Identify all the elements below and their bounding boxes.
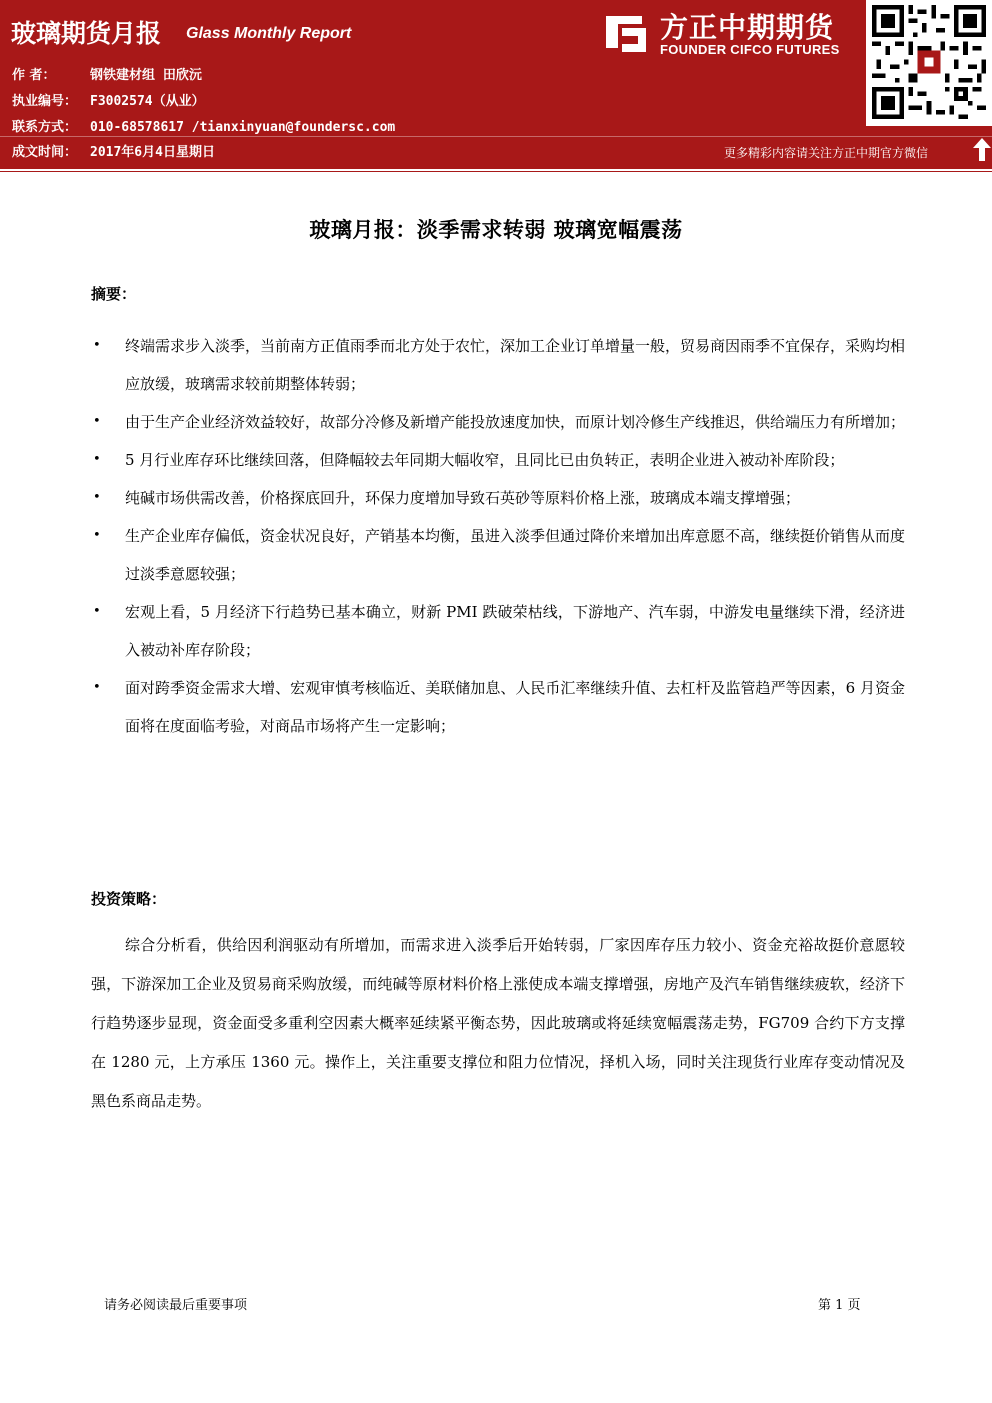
- list-item: [93, 441, 905, 479]
- date-value: 2017年6月4日星期日: [90, 145, 215, 160]
- report-series-title-en: Glass Monthly Report: [186, 25, 352, 42]
- bullet-icon: •: [93, 490, 101, 505]
- report-series-title: 玻璃期货月报: [11, 19, 162, 48]
- bullet-icon: •: [93, 452, 101, 467]
- author-row: [12, 64, 202, 83]
- license-label: 执业编号：: [12, 94, 78, 109]
- list-item: [93, 593, 905, 669]
- strategy-heading: 投资策略：: [91, 890, 167, 908]
- summary-list: [93, 327, 905, 745]
- bullet-text: 面对跨季资金需求大增、宏观审慎考核临近、美联储加息、人民币汇率继续升值、去杠杆及监管趋严等因素，6 月资金面将在度面临考验，对商品市场将产生一定影响；: [125, 679, 905, 735]
- header-rule-thin: [0, 171, 992, 172]
- author-label: 作 者：: [12, 68, 56, 83]
- date-row: [12, 141, 215, 160]
- contact-value[interactable]: 010-68578617 /tianxinyuan@foundersc.com: [90, 120, 396, 135]
- bullet-text: 生产企业库存偏低，资金状况良好，产销基本均衡，虽进入淡季但通过降价来增加出库意愿不高，继续挺价销售从而度过淡季意愿较强；: [125, 527, 906, 583]
- author-value: 钢铁建材组 田欣沅: [90, 68, 202, 83]
- company-name-cn: 方正中期期货: [660, 11, 835, 44]
- license-value: F3002574（从业）: [90, 94, 205, 109]
- wechat-follow-note: 更多精彩内容请关注方正中期官方微信: [724, 146, 929, 160]
- bullet-text: 5 月行业库存环比继续回落，但降幅较去年同期大幅收窄，且同比已由负转正，表明企业进入被动补库阶段；: [125, 451, 845, 469]
- bullet-text: 终端需求步入淡季，当前南方正值雨季而北方处于农忙，深加工企业订单增量一般，贸易商因雨季不宜保存，采购均相应放缓，玻璃需求较前期整体转弱；: [125, 337, 906, 393]
- header-rule: [0, 166, 992, 169]
- header-divider: [0, 136, 992, 137]
- bullet-icon: •: [93, 414, 101, 429]
- summary-heading: 摘要：: [91, 285, 137, 303]
- list-item: [93, 327, 905, 403]
- bullet-icon: •: [93, 680, 101, 695]
- license-row: [12, 90, 205, 109]
- bullet-text: 纯碱市场供需改善，价格探底回升，环保力度增加导致石英砂等原料价格上涨，玻璃成本端支撑增强；: [125, 489, 801, 507]
- list-item: [93, 517, 905, 593]
- qr-code-icon: [872, 4, 986, 120]
- bullet-icon: •: [93, 528, 101, 543]
- page-number: 第 1 页: [818, 1298, 861, 1313]
- strategy-paragraph: 综合分析看，供给因利润驱动有所增加，而需求进入淡季后开始转弱，厂家因库存压力较小、资金充裕故挺价意愿较强，下游深加工企业及贸易商采购放缓，而纯碱等原材料价格上涨使成本端支撑增强，房地产及汽车销售继续疲软，经济下行趋势逐步显现，资金面受多重利空因素大概率延续紧平衡态势，因此玻璃或将延续宽幅震荡走势，FG709 合约下方支撑在 1280 元，上方承压 1360 元。操作上，关注重要支撑位和阻力位情况，择机入场，同时关注现货行业库存变动情况及黑色系商品走势。: [91, 936, 905, 1110]
- footer-disclaimer-note: 请务必阅读最后重要事项: [104, 1298, 248, 1313]
- bullet-icon: •: [93, 338, 101, 353]
- list-item: [93, 669, 905, 745]
- contact-label: 联系方式：: [12, 120, 78, 135]
- company-logo-icon: [604, 10, 648, 54]
- arrow-up-icon: [972, 136, 992, 162]
- wechat-qr-code[interactable]: [866, 0, 992, 126]
- bullet-icon: •: [93, 604, 101, 619]
- date-label: 成文时间：: [12, 145, 78, 160]
- bullet-text: 宏观上看，5 月经济下行趋势已基本确立，财新 PMI 跌破荣枯线，下游地产、汽车弱，中游发电量继续下滑，经济进入被动补库存阶段；: [125, 603, 905, 659]
- company-name-en: FOUNDER CIFCO FUTURES: [660, 42, 840, 57]
- list-item: [93, 479, 905, 517]
- bullet-text: 由于生产企业经济效益较好，故部分冷修及新增产能投放速度加快，而原计划冷修生产线推迟，供给端压力有所增加；: [125, 413, 906, 431]
- contact-row: [12, 116, 395, 135]
- document-title: 玻璃月报：淡季需求转弱 玻璃宽幅震荡: [309, 218, 683, 242]
- list-item: [93, 403, 905, 441]
